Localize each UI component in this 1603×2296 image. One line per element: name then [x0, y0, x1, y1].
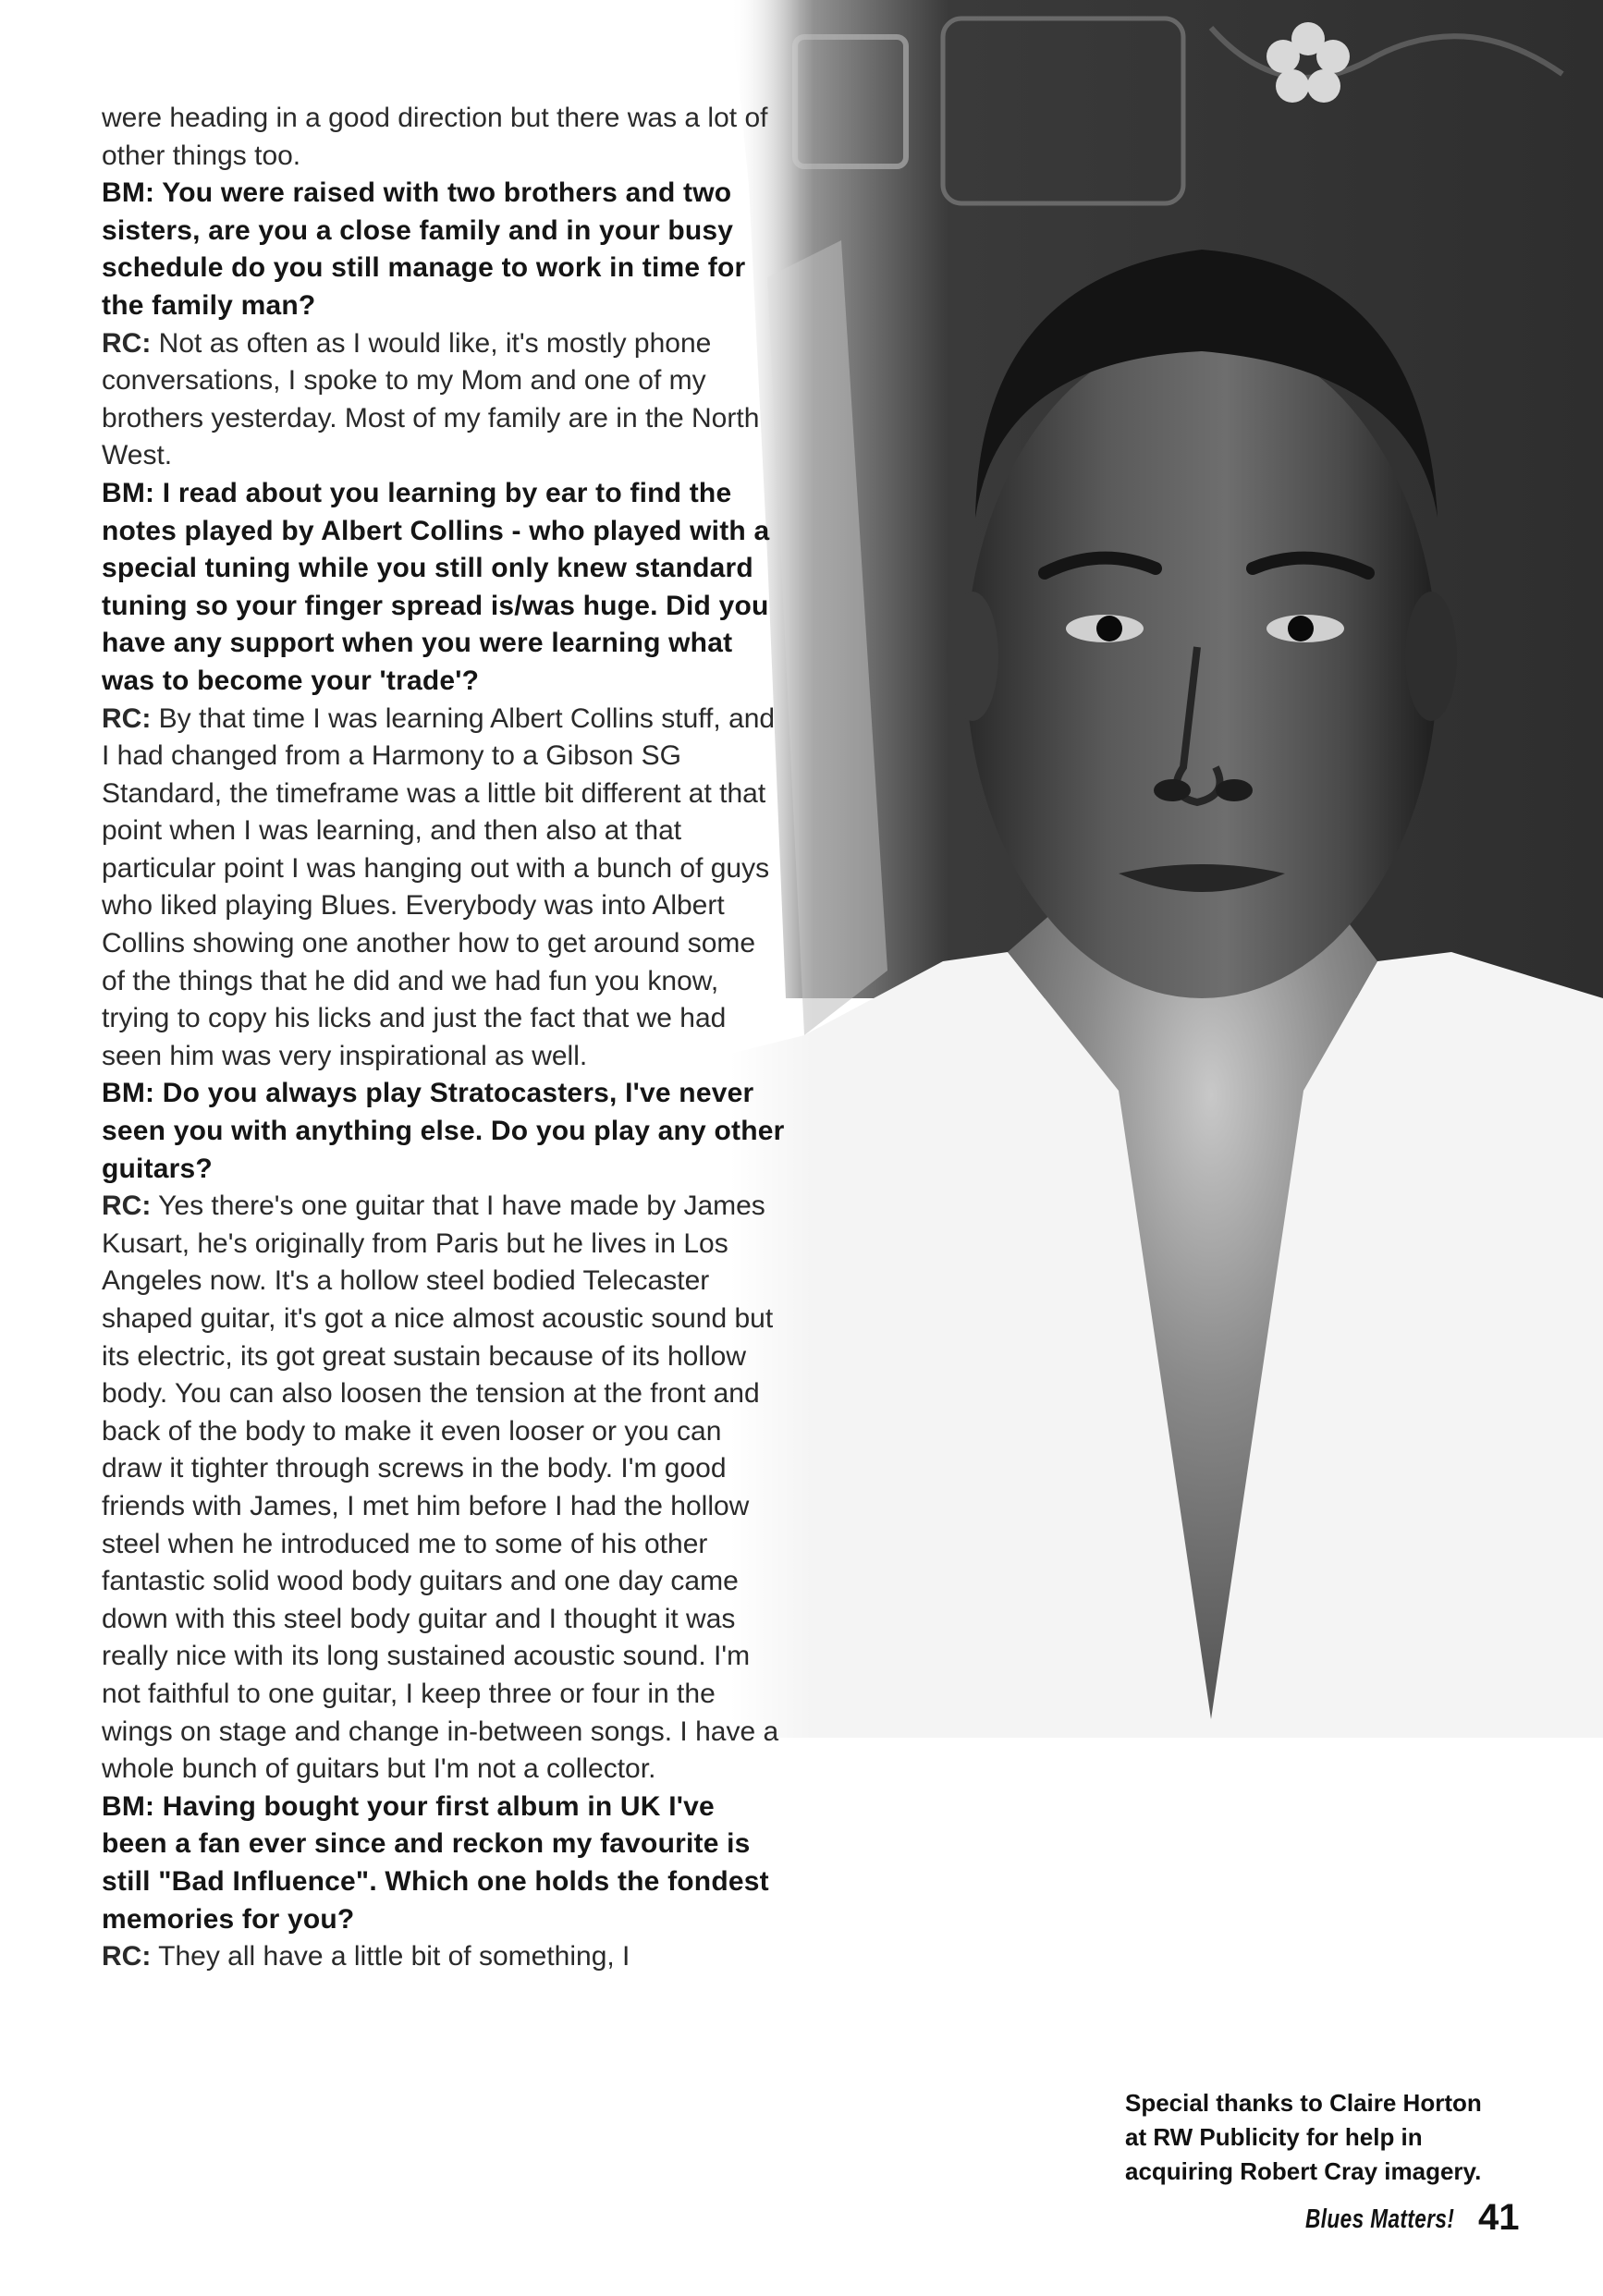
- credits-line: Special thanks to Claire Horton: [1125, 2089, 1482, 2117]
- answer-text: Yes there's one guitar that I have made by James Kusart, he's originally from Paris but he lives in Los Angeles now. It's a hollow steel bodied Telecaster shaped guitar, it's got a nice almost acoustic sound but its electric, its got great sustain because of its hollow body. You can also loosen the tension at the front and back of the body to make it even looser or you can draw it tighter through screws in the body. I'm good friends with James, I met him before I had the hollow steel when he introduced me to some of his other fantastic solid wood body guitars and one day came down with this steel body guitar and I thought it was really nice with its long sustained acoustic sound. I'm not faithful to one guitar, I keep three or four in the wings on stage and change in-between songs. I have a whole bunch of guitars but I'm not a collector.: [102, 1191, 779, 1785]
- speaker-label: BM:: [102, 477, 155, 508]
- portrait-photo-icon: [730, 0, 1603, 1738]
- page-number: 41: [1478, 2197, 1520, 2238]
- speaker-label: BM:: [102, 1790, 155, 1822]
- credits-line: at RW Publicity for help in: [1125, 2123, 1423, 2151]
- interview-question: [102, 1789, 786, 1938]
- speaker-label: RC:: [102, 327, 152, 359]
- paragraph-text: were heading in a good direction but there was a lot of other things too.: [102, 103, 768, 171]
- answer-text: Not as often as I would like, it's mostly phone conversations, I spoke to my Mom and one of my brothers yesterday. Most of my family are in the North West.: [102, 327, 760, 471]
- interview-answer: [102, 1188, 786, 1789]
- interview-question: [102, 175, 786, 324]
- speaker-label: BM:: [102, 177, 155, 209]
- interview-answer: [102, 1938, 786, 1976]
- photo-credits: [1125, 2086, 1560, 2189]
- interview-answer: [102, 701, 786, 1076]
- magazine-name: Blues Matters!: [1305, 2204, 1455, 2234]
- speaker-label: RC:: [102, 1941, 152, 1972]
- portrait-photo: [730, 0, 1603, 1738]
- speaker-label: RC:: [102, 702, 152, 734]
- speaker-label: BM:: [102, 1078, 155, 1109]
- interview-question: [102, 475, 786, 701]
- page-footer: [1305, 2197, 1520, 2238]
- question-text: You were raised with two brothers and two sisters, are you a close family and in your busy schedule do you still manage to work in time for the family man?: [102, 177, 746, 321]
- interview-answer: [102, 325, 786, 475]
- interview-question: [102, 1075, 786, 1188]
- question-text: Do you always play Stratocasters, I've never seen you with anything else. Do you play any other guitars?: [102, 1078, 785, 1184]
- answer-text: They all have a little bit of something, I: [158, 1941, 630, 1972]
- credits-line: acquiring Robert Cray imagery.: [1125, 2157, 1482, 2185]
- article-body: [102, 100, 786, 1976]
- answer-text: By that time I was learning Albert Collins stuff, and I had changed from a Harmony to a Gibson SG Standard, the timeframe was a little bit different at that point when I was learning, and then also at that particular point I was hanging out with a bunch of guys who liked playing Blues. Everybody was into Albert Collins showing one another how to get around some of the things that he did and we had fun you know, trying to copy his licks and just the fact that we had seen him was very inspirational as well.: [102, 702, 776, 1071]
- question-text: I read about you learning by ear to find the notes played by Albert Collins - who played with a special tuning while you still only knew standard tuning so your finger spread is/was huge. Did you have any support when you were learning what was to become your 'trade'?: [102, 477, 770, 696]
- speaker-label: RC:: [102, 1191, 152, 1222]
- article-paragraph: [102, 100, 786, 175]
- question-text: Having bought your first album in UK I've been a fan ever since and reckon my favourite is still "Bad Influence". Which one holds the fondest memories for you?: [102, 1790, 769, 1935]
